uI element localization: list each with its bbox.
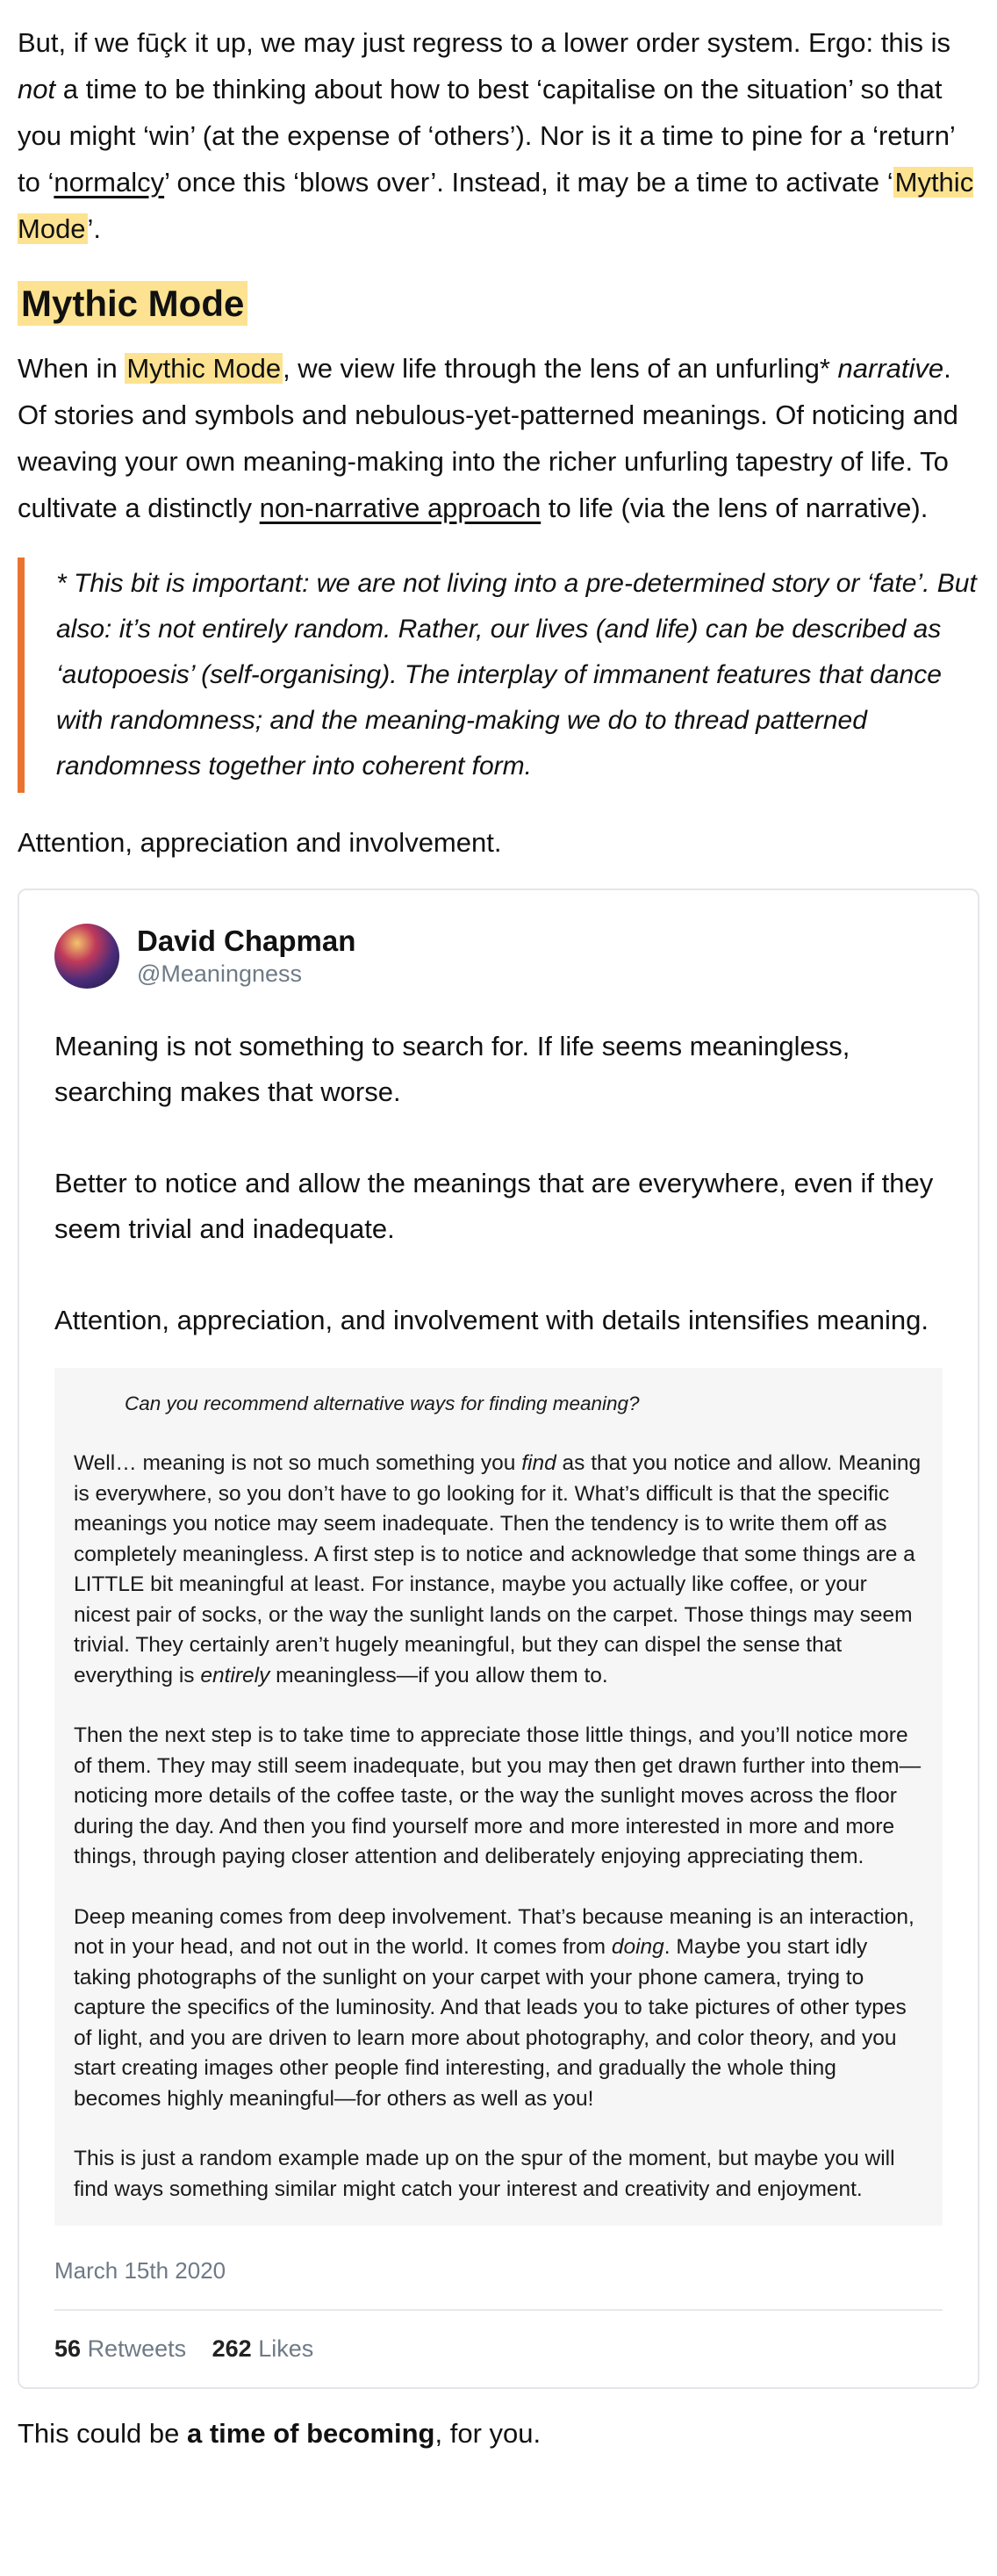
section-heading-text: Mythic Mode (18, 281, 247, 326)
tweet-paragraph: Better to notice and allow the meanings that are everywhere, even if they seem trivial and inadequate. (54, 1168, 934, 1244)
closing-text: This could be (18, 2418, 187, 2449)
attention-paragraph: Attention, appreciation and involvement. (18, 827, 502, 858)
image-paragraph: Then the next step is to take time to appreciate those little things, and you’ll notice more of them. They may still seem inadequate, but you may then get drawn further into them—noticing more details of the coffee taste, or the way the sunlight moves across the floor during the day. And then you find yourself more and more interested in more and more things, through paying closer attention and deliberately enjoying appreciating them. (74, 1723, 922, 1868)
likes-stat[interactable] (212, 2335, 314, 2362)
image-emphasis: entirely (200, 1663, 270, 1687)
image-text: as that you notice and allow. Meaning is everywhere, so you don’t have to go looking for it. What’s difficult is that the specific meanings you notice may seem inadequate. Then the tendency is to write them off as completely meaningless. A first step is to notice and acknowledge that some things are a LITTLE bit meaningful at least. For instance, maybe you actually like coffee, or your nicest pair of socks, or the way the sunlight lands on the carpet. Those things may seem trivial. They certainly aren’t hugely meaningful, but they can dispel the sense that everything is (74, 1451, 922, 1687)
mythic-text: , we view life through the lens of an unfurling* (283, 353, 838, 384)
image-emphasis: doing (611, 1935, 664, 1959)
retweets-stat[interactable] (54, 2335, 186, 2362)
image-text: Deep meaning comes from deep involvement. That’s because meaning is an interaction, not in your head, and not out in the world. It comes from (74, 1904, 915, 1959)
footnote-blockquote: * This bit is important: we are not living into a pre-determined story or ‘fate’. But also: it’s not entirely random. Rather, our lives (and life) can be described as ‘autopoesis’ (self-organising). The interplay of immanent features that dance with randomness; and the meaning-making we do to thread patterned randomness together into coherent form. (18, 558, 979, 793)
intro-text: But, if we fūçk it up, we may just regress to a lower order system. Ergo: this is (18, 27, 950, 58)
image-paragraph: This is just a random example made up on the spur of the moment, but maybe you will find ways something similar might catch your interest and creativity and enjoyment. (74, 2147, 895, 2201)
tweet-paragraph: Attention, appreciation, and involvement with details intensifies meaning. (54, 1305, 929, 1335)
section-heading (18, 280, 979, 327)
image-question: Can you recommend alternative ways for finding meaning? (125, 1392, 640, 1414)
mythic-paragraph (18, 345, 979, 531)
tweet-body (54, 1024, 943, 1343)
mythic-text: . Of stories and symbols and nebulous-yet-patterned meanings. Of noticing and weaving your own meaning-making into the richer unfurling tapestry of life. To cultivate a distinctly (18, 353, 958, 523)
likes-label: Likes (258, 2335, 314, 2362)
image-emphasis: find (521, 1451, 556, 1475)
non-narrative-approach-link[interactable]: non-narrative approach (259, 493, 542, 523)
intro-text: a time to be thinking about how to best ‘capitalise on the situation’ so that you might ‘win’ (at the expense of ‘others’). Nor is it a time to pine for a ‘return’ to ‘ (18, 74, 955, 198)
mythic-mode-highlight: Mythic Mode (126, 353, 282, 384)
tweet-date[interactable]: March 15th 2020 (54, 2257, 943, 2311)
intro-paragraph (18, 19, 979, 252)
mythic-text: to life (via the lens of narrative). (541, 493, 929, 523)
image-paragraph (74, 1449, 923, 1691)
tweet-author (137, 924, 355, 989)
image-text: . Maybe you start idly taking photographs of the sunlight on your carpet with your phone camera, trying to capture the specifics of the luminosity. And that leads you to take pictures of other types of light, and you are driven to learn more about photography, and color theory, and you start creating images other people find interesting, and gradually the whole thing becomes highly meaningful—for others as well as you! (74, 1935, 907, 2111)
mythic-mode-highlight: Mythic Mode (18, 167, 974, 244)
intro-text: ’ once this ‘blows over’. Instead, it may be a time to activate ‘ (164, 167, 893, 198)
likes-count: 262 (212, 2335, 252, 2362)
avatar[interactable] (54, 924, 119, 989)
tweet-header (54, 924, 943, 989)
author-name[interactable]: David Chapman (137, 925, 356, 957)
closing-paragraph (18, 2410, 979, 2457)
image-text: Well… meaning is not so much something you (74, 1451, 522, 1475)
image-paragraph (74, 1903, 923, 2115)
author-handle[interactable]: @Meaningness (137, 961, 303, 987)
tweet-stats (54, 2335, 943, 2363)
tweet-image[interactable] (54, 1368, 943, 2226)
closing-bold: a time of becoming (187, 2418, 435, 2449)
intro-emphasis: not (18, 74, 56, 104)
intro-text: ’. (87, 213, 102, 244)
embedded-tweet[interactable] (18, 889, 979, 2389)
retweets-count: 56 (54, 2335, 82, 2362)
image-text: meaningless—if you allow them to. (269, 1663, 608, 1687)
narrative-emphasis: narrative (837, 353, 944, 384)
retweets-label: Retweets (87, 2335, 187, 2362)
mythic-text: When in (18, 353, 126, 384)
closing-text: , for you. (434, 2418, 542, 2449)
normalcy-link[interactable]: normalcy (54, 167, 165, 198)
tweet-paragraph: Meaning is not something to search for. If life seems meaningless, searching makes that worse. (54, 1031, 850, 1107)
